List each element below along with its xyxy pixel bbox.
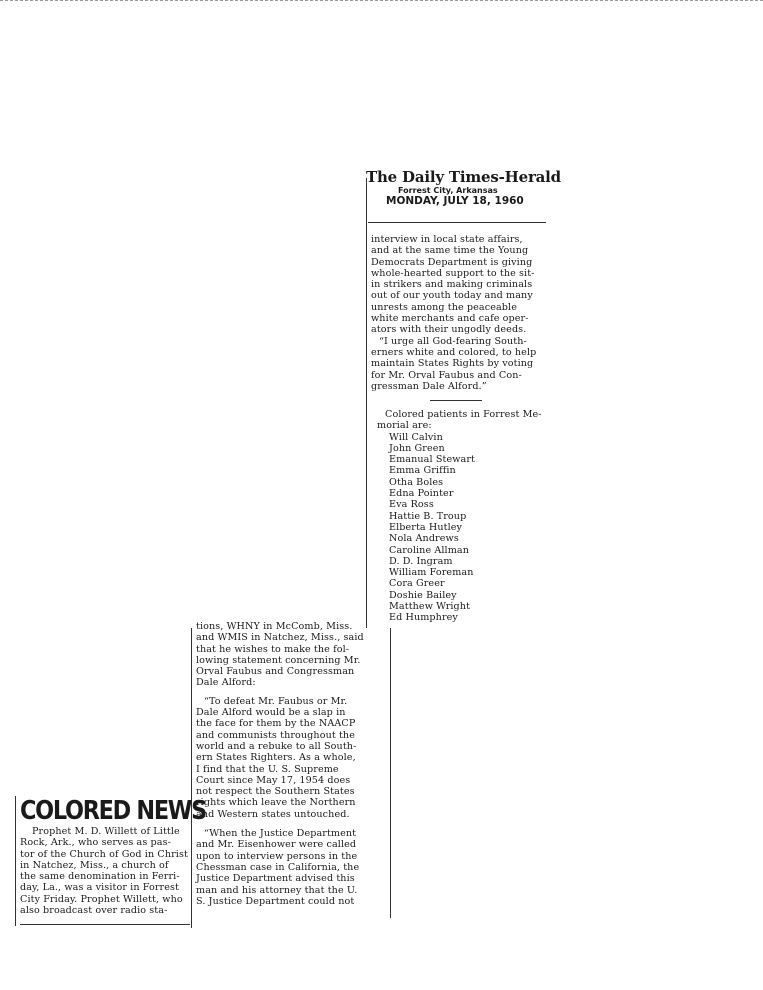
text-line: the face for them by the NAACP: [196, 718, 356, 730]
right-column-text: [371, 234, 536, 392]
text-line: tions, WHNY in McComb, Miss.: [196, 621, 353, 632]
text-line: Justice Department advised this: [196, 873, 355, 885]
text-line: City Friday. Prophet Willett, who: [20, 893, 183, 905]
text-line: Chessman case in California, the: [196, 861, 360, 873]
text-line: I find that the U. S. Supreme: [196, 763, 339, 775]
newspaper-title: The Daily Times-Herald: [366, 168, 561, 186]
text-line: for Mr. Orval Faubus and Con-: [371, 369, 522, 381]
patient-name: William Foreman: [389, 567, 474, 579]
text-line: world and a rebuke to all South-: [196, 740, 357, 752]
middle-column-right-rule: [390, 628, 391, 918]
patient-name: Caroline Allman: [389, 544, 470, 556]
masthead: [366, 168, 561, 207]
text-line: gressman Dale Alford.”: [371, 380, 487, 392]
text-line: that he wishes to make the fol-: [196, 643, 350, 655]
text-line: ern States Righters. As a whole,: [196, 752, 356, 764]
text-line: “I urge all God-fearing South-: [379, 335, 527, 347]
patient-name: Cora Greer: [389, 578, 445, 590]
patient-name: Will Calvin: [389, 431, 443, 443]
text-line: and Western states untouched.: [196, 808, 350, 820]
text-line: Dale Alford:: [196, 677, 256, 689]
text-line: and communists throughout the: [196, 729, 355, 741]
text-line: and Mr. Eisenhower were called: [196, 839, 357, 851]
text-line: Orval Faubus and Congressman: [196, 666, 355, 678]
text-line: in Natchez, Miss., a church of: [20, 859, 169, 871]
text-line: and at the same time the Young: [371, 245, 529, 257]
text-line: the same denomination in Ferri-: [20, 871, 180, 883]
text-line: upon to interview persons in the: [196, 850, 358, 862]
patients-list: [377, 409, 542, 624]
text-line: unrests among the peaceable: [371, 301, 517, 313]
text-line: white merchants and cafe oper-: [371, 313, 529, 325]
text-line: in strikers and making criminals: [371, 279, 533, 291]
text-line: Rock, Ark., who serves as pas-: [20, 837, 171, 849]
text-line: S. Justice Department could not: [196, 895, 355, 907]
text-line: lowing statement concerning Mr.: [196, 654, 361, 666]
patient-name: Nola Andrews: [389, 533, 459, 545]
text-line: and WMIS in Natchez, Miss., said: [196, 632, 364, 644]
text-line: interview in local state affairs,: [371, 234, 523, 245]
masthead-rule: [368, 222, 546, 223]
patient-name: D. D. Ingram: [389, 555, 453, 567]
text-line: Court since May 17, 1954 does: [196, 774, 351, 786]
middle-column-left-rule: [191, 628, 192, 928]
text-line: tor of the Church of God in Christ: [20, 848, 188, 860]
newspaper-place: Forrest City, Arkansas: [398, 186, 498, 195]
patient-name: Emma Griffin: [389, 465, 456, 477]
text-line: man and his attorney that the U.: [196, 884, 358, 896]
colored-news-heading: COLORED NEWS: [20, 796, 207, 826]
patients-intro: Colored patients in Forrest Me-: [385, 409, 542, 420]
text-line: day, La., was a visitor in Forrest: [20, 882, 179, 894]
patient-name: Ed Humphrey: [389, 612, 458, 624]
text-line: ators with their ungodly deeds.: [371, 324, 527, 336]
left-column-rule: [15, 796, 16, 926]
right-column-rule: [366, 178, 367, 628]
text-line: whole-hearted support to the sit-: [371, 267, 535, 279]
patient-name: Eva Ross: [389, 499, 434, 511]
middle-column-text: [196, 621, 364, 907]
patient-name: Elberta Hutley: [389, 521, 463, 533]
patient-name: Doshie Bailey: [389, 589, 457, 601]
text-line: Dale Alford would be a slap in: [196, 707, 346, 719]
text-line: “When the Justice Department: [204, 828, 357, 840]
text-line: rights which leave the Northern: [196, 797, 356, 809]
text-line: out of our youth today and many: [371, 290, 533, 302]
text-line: maintain States Rights by voting: [371, 358, 534, 370]
text-line: Prophet M. D. Willett of Little: [32, 826, 180, 837]
left-column-text: [20, 826, 188, 916]
patient-name: Hattie B. Troup: [389, 510, 467, 522]
text-line: also broadcast over radio sta-: [20, 905, 168, 917]
patients-intro: morial are:: [377, 420, 432, 432]
patient-name: Matthew Wright: [389, 601, 471, 613]
text-line: Democrats Department is giving: [371, 256, 533, 268]
text-line: erners white and colored, to help: [371, 346, 537, 358]
section-divider: [430, 400, 482, 401]
newspaper-date: MONDAY, JULY 18, 1960: [386, 195, 524, 207]
text-line: “To defeat Mr. Faubus or Mr.: [204, 695, 348, 707]
patient-name: Otha Boles: [389, 476, 444, 488]
text-line: not respect the Southern States: [196, 786, 355, 798]
patient-name: John Green: [389, 442, 445, 454]
page-top-border: [0, 0, 763, 1]
left-bottom-rule: [20, 924, 190, 925]
patient-name: Edna Pointer: [389, 488, 454, 500]
patient-name: Emanual Stewart: [389, 454, 475, 466]
